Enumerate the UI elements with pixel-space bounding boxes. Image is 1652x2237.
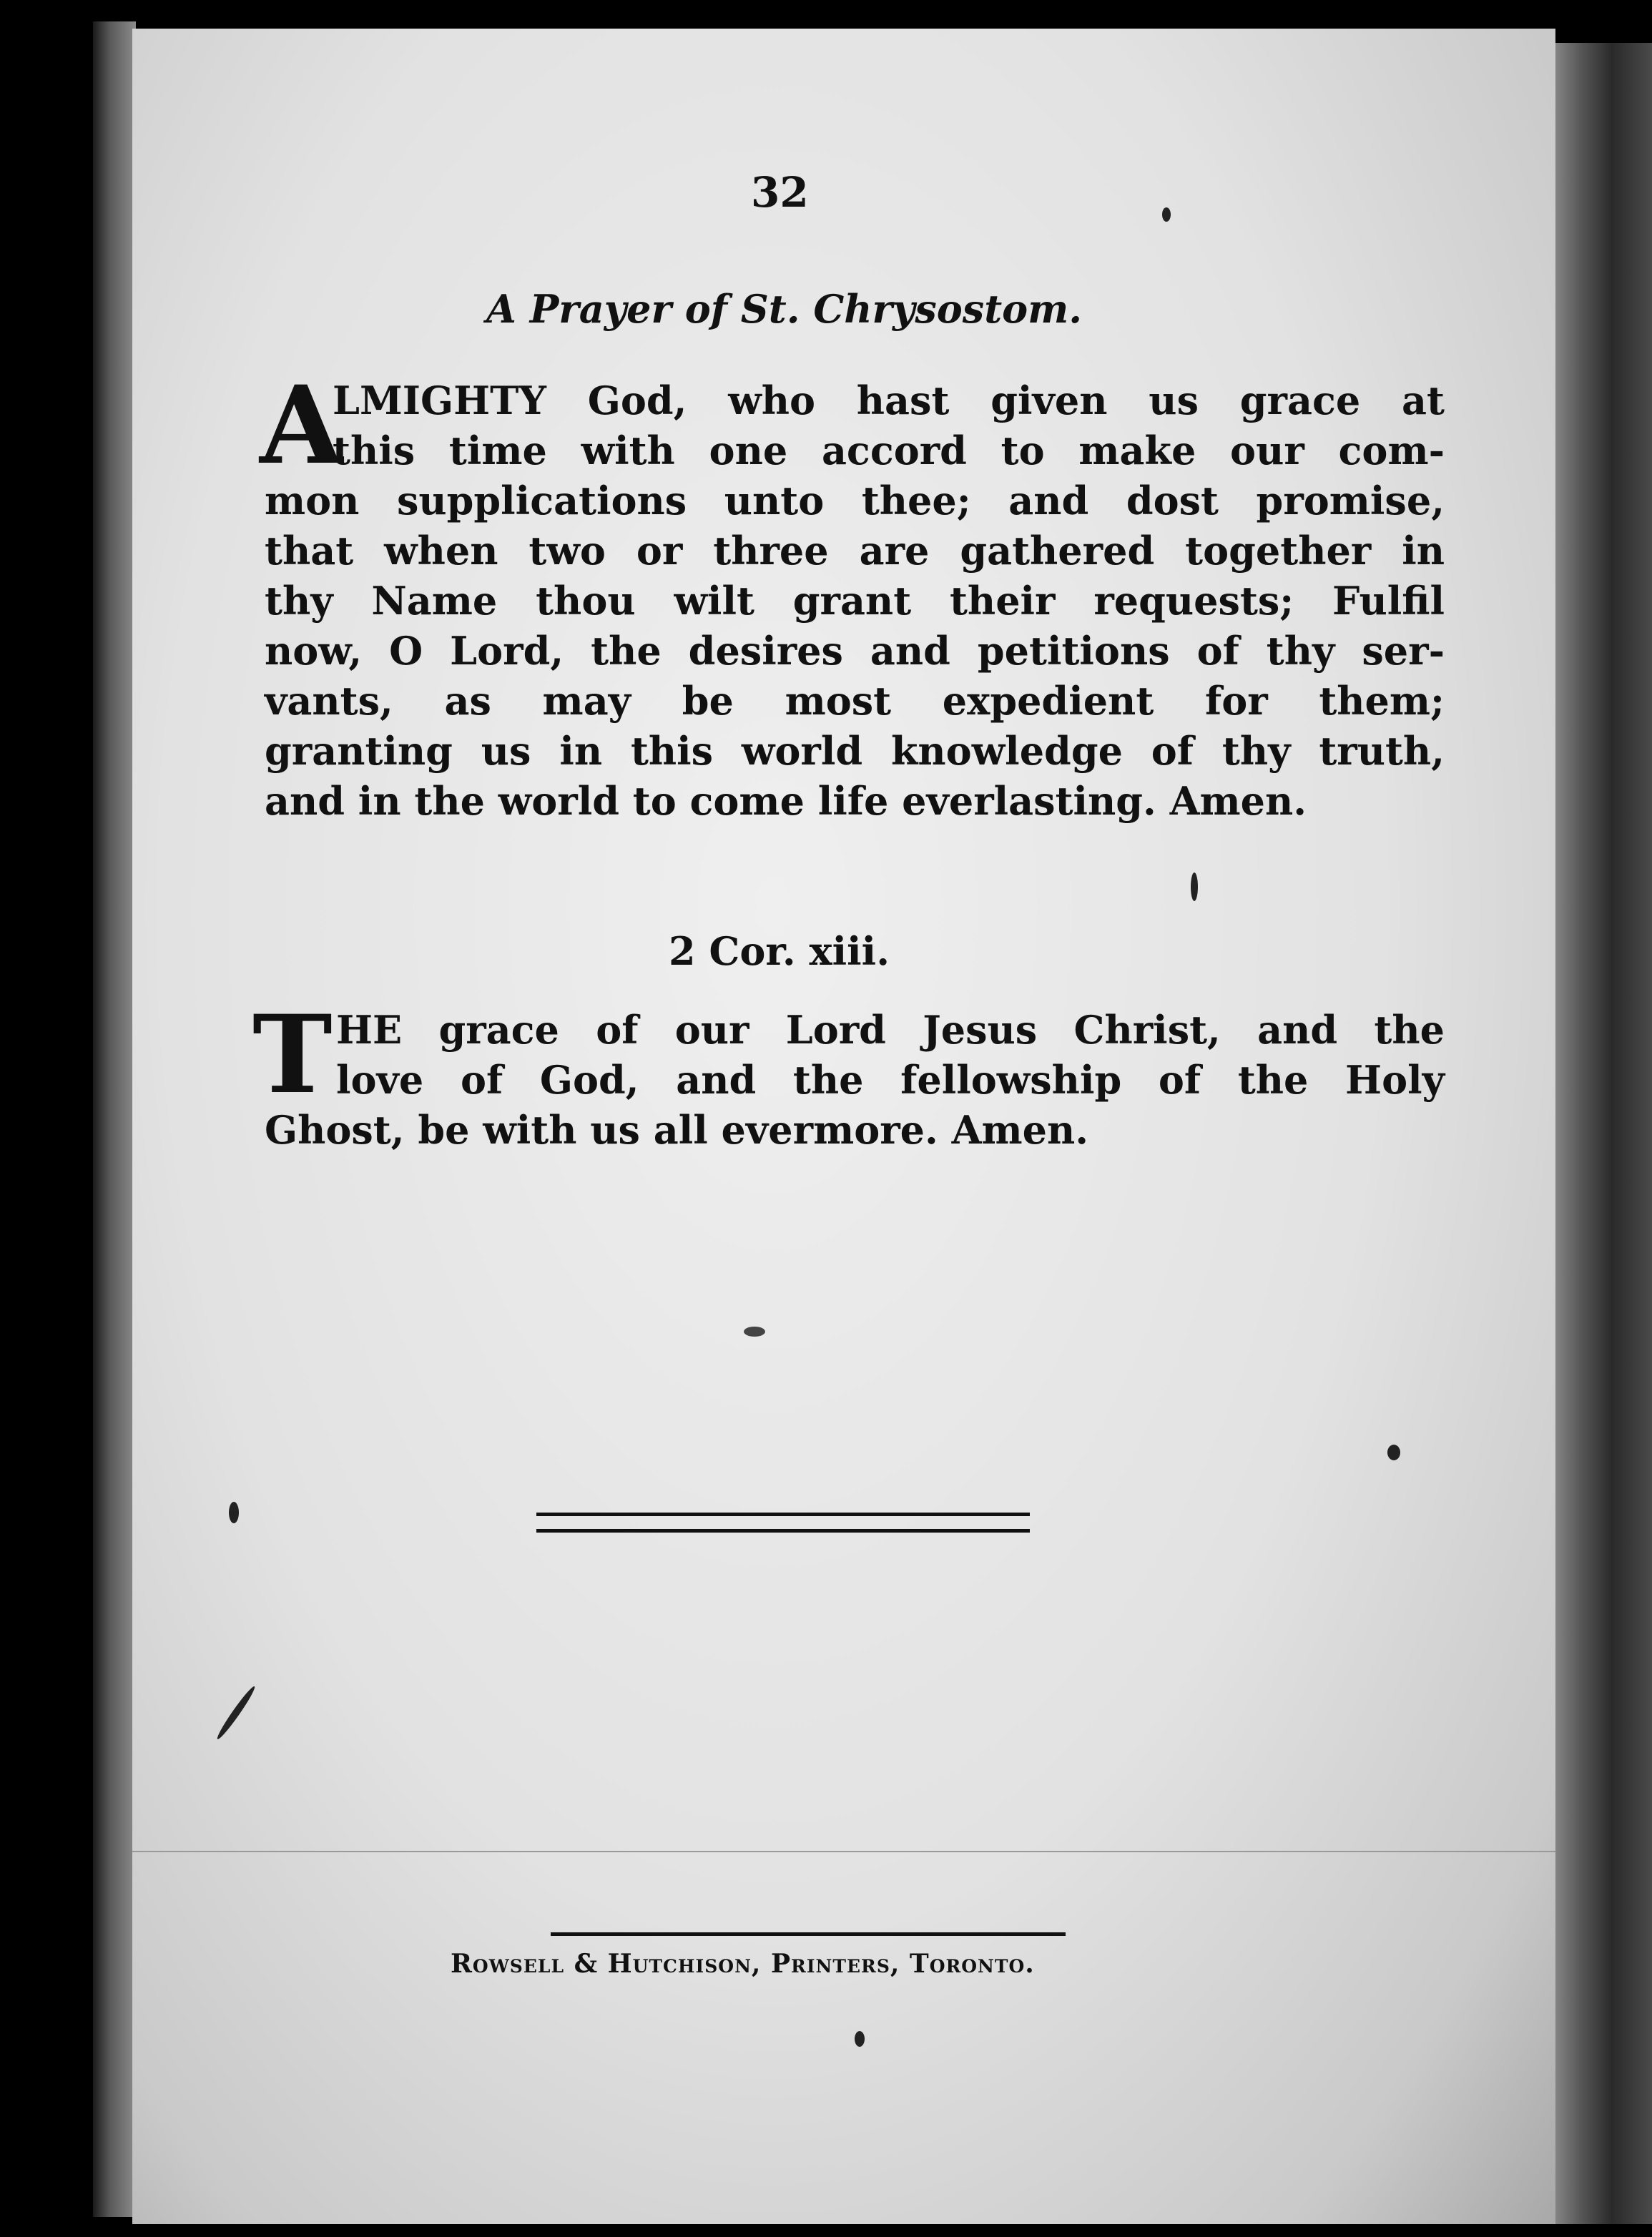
footer-rule [551, 1932, 1066, 1936]
benediction-title: 2 Cor. xiii. [669, 928, 890, 974]
benediction-line: HE grace of our Lord Jesus Christ, and the [336, 1007, 1445, 1053]
benediction-dropcap: T [252, 992, 333, 1118]
prayer-line: granting us in this world knowledge of thy truth, [265, 728, 1445, 774]
prayer-dropcap: A [260, 363, 343, 488]
printer-imprint: Rowsell & Hutchison, Printers, Toronto. [451, 1949, 1035, 1979]
prayer-line: now, O Lord, the desires and petitions of thy ser- [265, 628, 1445, 674]
ink-speck [215, 1684, 257, 1741]
ink-speck [1191, 872, 1198, 901]
prayer-line: mon supplications unto thee; and dost promise, [265, 478, 1445, 523]
prayer-paragraph [265, 375, 1445, 826]
prayer-line: that when two or three are gathered together in [265, 528, 1445, 574]
double-rule-divider [536, 1513, 1030, 1533]
ink-speck [1162, 207, 1171, 222]
prayer-line: this time with one accord to make our com- [333, 428, 1445, 473]
prayer-line: thy Name thou wilt grant their requests; Fulfil [265, 578, 1445, 624]
ink-speck [1387, 1445, 1400, 1460]
benediction-line: Ghost, be with us all evermore. Amen. [265, 1107, 1089, 1153]
ink-speck [229, 1502, 239, 1523]
prayer-line: LMIGHTY God, who hast given us grace at [333, 378, 1445, 423]
prayer-line: and in the world to come life everlasting. Amen. [265, 778, 1307, 824]
ink-speck [855, 2031, 865, 2047]
scan-fold-line [132, 1851, 1555, 1852]
page-left-edge [93, 21, 136, 2217]
page-number: 32 [751, 168, 809, 217]
prayer-title: A Prayer of St. Chrysostom. [486, 286, 1083, 332]
benediction-line: love of God, and the fellowship of the Holy [336, 1057, 1445, 1103]
page-right-edge [1552, 43, 1652, 2224]
prayer-line: vants, as may be most expedient for them; [265, 678, 1445, 724]
ink-speck [744, 1327, 765, 1337]
benediction-paragraph [265, 1005, 1445, 1155]
